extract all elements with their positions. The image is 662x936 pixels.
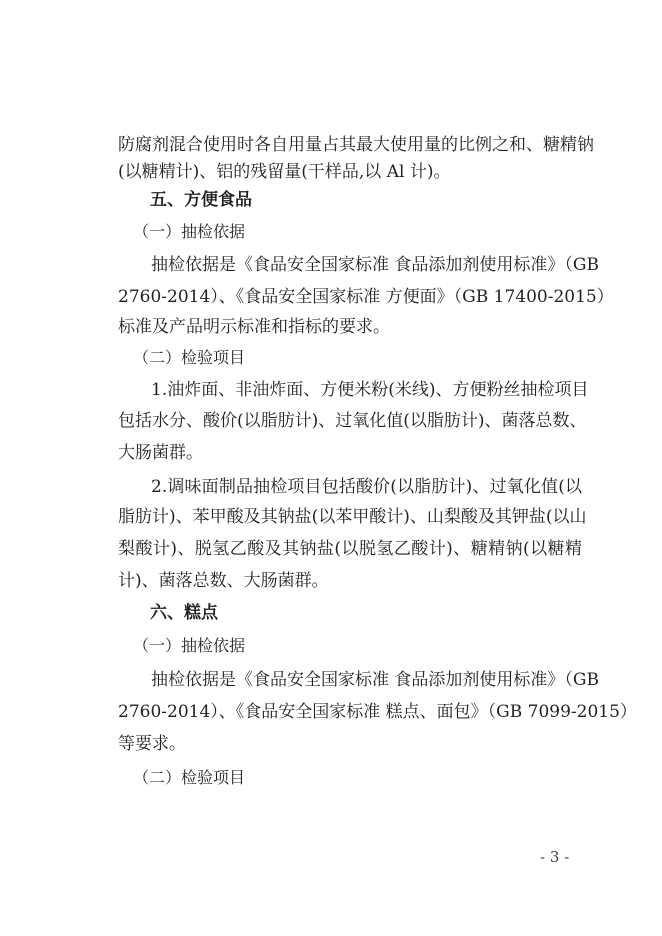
paragraph-line: 包括水分、酸价(以脂肪计)、过氧化值(以脂肪计)、菌落总数、	[118, 411, 587, 431]
section-heading: 六、糕点	[150, 603, 218, 623]
paragraph-line: 脂肪计)、苯甲酸及其钠盐(以苯甲酸计)、山梨酸及其钾盐(以山	[118, 507, 587, 527]
paragraph-line: 2760-2014）、《食品安全国家标准 方便面》（GB 17400-2015）	[118, 287, 614, 307]
paragraph-line: 2760-2014）、《食品安全国家标准 糕点、面包》（GB 7099-2015）	[118, 702, 637, 722]
paragraph-line: 大肠菌群。	[118, 443, 203, 463]
paragraph-line: 抽检依据是《食品安全国家标准 食品添加剂使用标准》（GB	[151, 255, 599, 275]
paragraph-line: 标准及产品明示标准和指标的要求。	[118, 317, 390, 337]
paragraph-line: 抽检依据是《食品安全国家标准 食品添加剂使用标准》（GB	[151, 670, 599, 690]
subsection-heading: （二）检验项目	[133, 348, 246, 367]
section-heading: 五、方便食品	[150, 190, 252, 210]
subsection-heading: （二）检验项目	[133, 768, 246, 787]
paragraph-line: 1.油炸面、非油炸面、方便米粉(米线)、方便粉丝抽检项目	[151, 380, 589, 400]
paragraph-line: 防腐剂混合使用时各自用量占其最大使用量的比例之和、糖精钠	[118, 135, 594, 155]
paragraph-line: 梨酸计)、脱氢乙酸及其钠盐(以脱氢乙酸计)、糖精钠(以糖精	[118, 539, 582, 559]
subsection-heading: （一）抽检依据	[133, 222, 246, 241]
paragraph-line: 2.调味面制品抽检项目包括酸价(以脂肪计)、过氧化值(以	[151, 477, 582, 497]
subsection-heading: （一）抽检依据	[133, 636, 246, 655]
paragraph-line: 计)、菌落总数、大肠菌群。	[118, 571, 329, 591]
paragraph-line: (以糖精计)、铝的残留量(干样品,以 Al 计)。	[118, 162, 451, 182]
paragraph-line: 等要求。	[118, 734, 186, 754]
page-number: - 3 -	[540, 848, 570, 866]
